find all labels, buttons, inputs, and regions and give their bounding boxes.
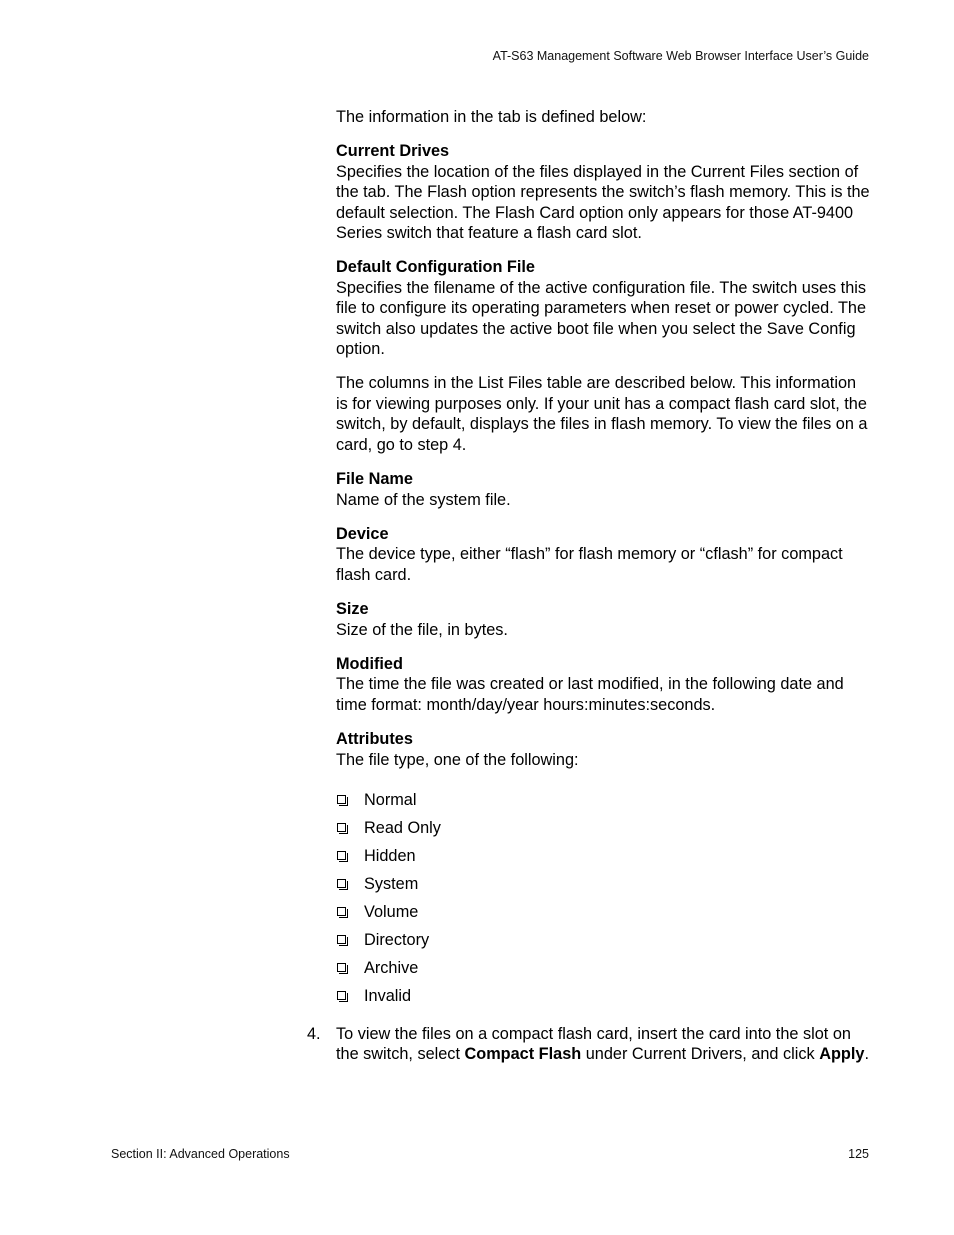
term: Current Drives (336, 142, 450, 161)
description: Name of the system file. (336, 490, 511, 509)
box-bullet-icon (337, 907, 346, 916)
term: Modified (336, 654, 403, 673)
term: Device (336, 524, 389, 543)
definition-device (336, 524, 871, 585)
footer-section: Section II: Advanced Operations (111, 1147, 290, 1161)
list-item: Hidden (336, 846, 871, 874)
description: The device type, either “flash” for flash memory or “cflash” for compact flash card. (336, 545, 843, 584)
list-item: Archive (336, 958, 871, 986)
list-item: Read Only (336, 818, 871, 846)
term: File Name (336, 470, 413, 489)
description: Specifies the filename of the active configuration file. The switch uses this file to configure its operating parameters when reset or power cycled. The switch also updates the active boot file when you select the Save Config option. (336, 278, 867, 359)
list-item: Invalid (336, 986, 871, 1014)
term: Attributes (336, 730, 413, 749)
attributes-list (336, 790, 871, 1014)
compact-flash-label: Compact Flash (464, 1045, 582, 1064)
description: The time the file was created or last modified, in the following date and time format: month/day/year hours:minutes:seconds. (336, 675, 844, 714)
running-header: AT-S63 Management Software Web Browser Interface User’s Guide (492, 49, 869, 63)
step-number: 4. (307, 1024, 321, 1043)
definition-current-drives (336, 141, 871, 243)
box-bullet-icon (337, 823, 346, 832)
box-bullet-icon (337, 879, 346, 888)
apply-label: Apply (819, 1045, 865, 1064)
definition-modified (336, 654, 871, 715)
description: The file type, one of the following: (336, 750, 579, 769)
term: Default Configuration File (336, 258, 535, 277)
definition-default-config-file (336, 257, 871, 359)
box-bullet-icon (337, 991, 346, 1000)
columns-paragraph: The columns in the List Files table are described below. This information is for viewing purposes only. If your unit has a compact flash card slot, the switch, by default, displays the files in flash memory. To view the files on a card, go to step 4. (336, 374, 868, 454)
intro-text: The information in the tab is defined below: (336, 108, 647, 126)
definition-size (336, 599, 871, 640)
list-item: System (336, 874, 871, 902)
description: Specifies the location of the files displayed in the Current Files section of the tab. The Flash option represents the switch’s flash memory. This is the default selection. The Flash Card option only appears for those AT-9400 Series switch that feature a flash card slot. (336, 162, 870, 243)
box-bullet-icon (337, 851, 346, 860)
box-bullet-icon (337, 935, 346, 944)
list-item: Directory (336, 930, 871, 958)
step-4: 4. To view the files on a compact flash card, insert the card into the slot on the switch, select Compact Flash under Current Drivers, and click Apply. (307, 1024, 869, 1064)
page-number: 125 (848, 1147, 869, 1161)
box-bullet-icon (337, 795, 346, 804)
list-item: Normal (336, 790, 871, 818)
list-item: Volume (336, 902, 871, 930)
description: Size of the file, in bytes. (336, 620, 508, 639)
page-content (307, 107, 871, 1065)
box-bullet-icon (337, 963, 346, 972)
definition-file-name (336, 469, 871, 510)
term: Size (336, 600, 369, 619)
definition-attributes (336, 729, 871, 770)
